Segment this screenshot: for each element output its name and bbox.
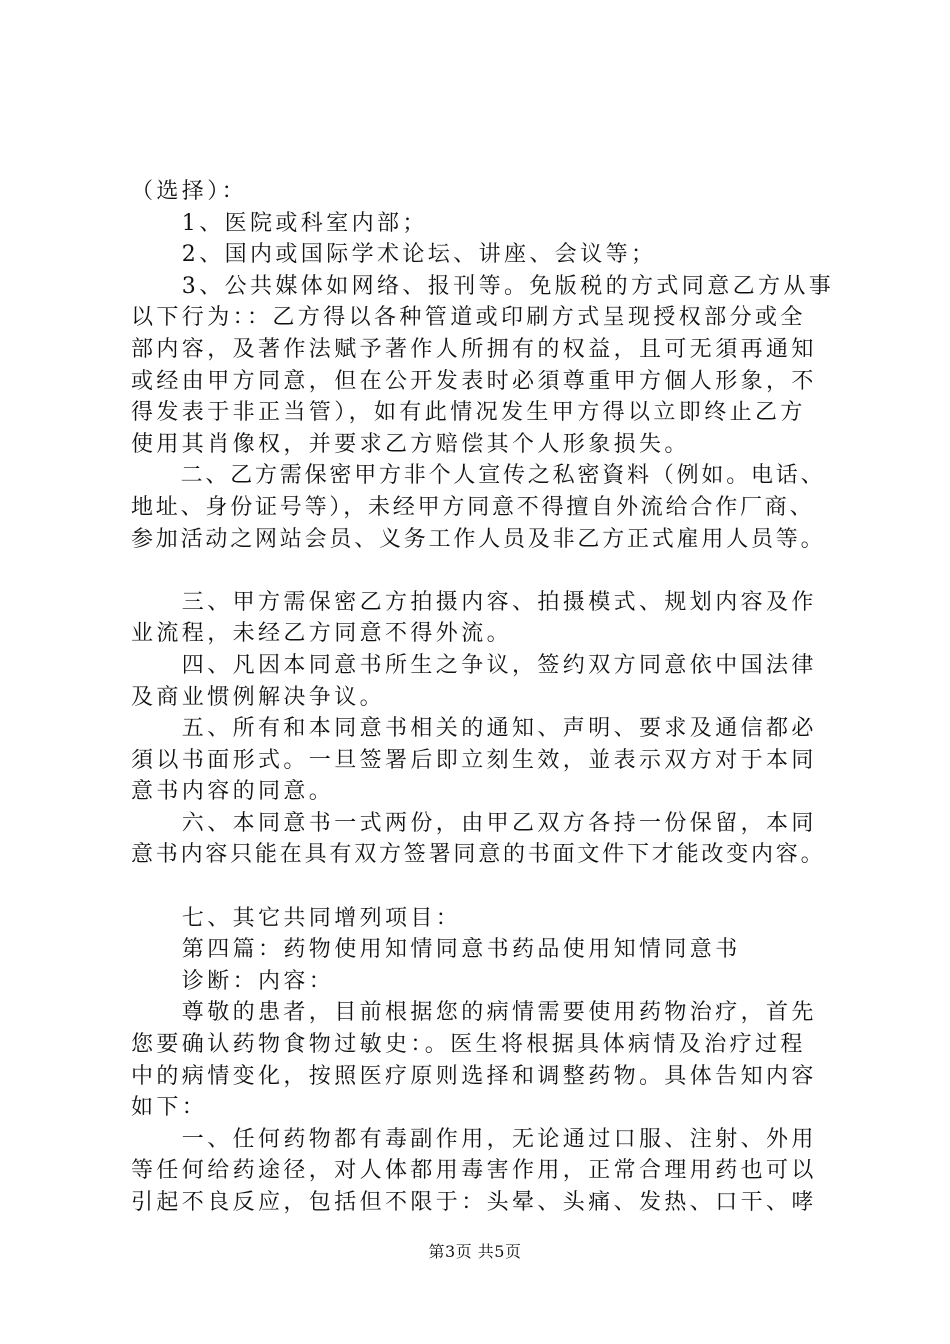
- text-line: 诊断：内容：: [131, 968, 335, 994]
- text-line: 七、其它共同增列项目：: [131, 905, 462, 931]
- text-line: 部内容，及著作法赋予著作人所拥有的权益，且可无須再通知: [131, 336, 817, 362]
- text-line: 及商业惯例解决争议。: [131, 684, 386, 710]
- text-line: （选择）：: [131, 179, 248, 204]
- text-line: 参加活动之网站会员、义务工作人员及非乙方正式雇用人员等。: [131, 526, 826, 552]
- text-line: 二、乙方需保密甲方非个人宣传之私密資料（例如。电话、: [131, 463, 826, 489]
- text-line: 如下：: [131, 1095, 208, 1121]
- text-line: 意书内容的同意。: [131, 779, 335, 805]
- text-line: 尊敬的患者，目前根据您的病情需要使用药物治疗，首先: [131, 1000, 817, 1026]
- document-body: [131, 176, 851, 1219]
- text-line: 四、凡因本同意书所生之争议，签约双方同意依中国法律: [131, 652, 817, 678]
- text-line: 意书内容只能在具有双方签署同意的书面文件下才能改变内容。: [131, 842, 826, 868]
- text-line: 以下行为：：乙方得以各种管道或印刷方式呈现授权部分或全: [131, 305, 806, 331]
- text-line: 等任何给药途径，对人体都用毒害作用，正常合理用药也可以: [131, 1158, 817, 1184]
- paragraph-gap: [131, 871, 851, 903]
- text-line: 第四篇：药物使用知情同意书药品使用知情同意书: [131, 937, 741, 963]
- text-line: 中的病情变化，按照医疗原则选择和调整药物。具体告知内容: [131, 1063, 817, 1089]
- text-line: 3、公共媒体如网络、报刊等。免版税的方式同意乙方从事: [131, 273, 835, 299]
- text-line: 一、任何药物都有毒副作用，无论通过口服、注射、外用: [131, 1126, 817, 1152]
- text-line: 或经由甲方同意，但在公开发表时必須尊重甲方個人形象，不: [131, 368, 817, 394]
- text-line: 三、甲方需保密乙方拍摄内容、拍摄模式、规划内容及作: [131, 589, 817, 615]
- text-line: 使用其肖像权，并要求乙方赔偿其个人形象损失。: [131, 431, 690, 457]
- text-line: 得发表于非正当管），如有此情况发生甲方得以立即终止乙方: [131, 400, 806, 426]
- text-line: 五、所有和本同意书相关的通知、声明、要求及通信都必: [131, 716, 817, 742]
- text-line: 地址、身份证号等），未经甲方同意不得擅自外流给合作厂商、: [131, 494, 815, 520]
- text-line: 引起不良反应，包括但不限于：头晕、头痛、发热、口干、哮: [131, 1190, 817, 1215]
- text-line: 您要确认药物食物过敏史：。医生将根据具体病情及治疗过程: [131, 1032, 806, 1058]
- text-line: 1、医院或科室内部；: [131, 210, 428, 236]
- page-number-footer: 第3页 共5页: [428, 1242, 522, 1261]
- text-line: 須以书面形式。一旦签署后即立刻生效，並表示双方对于本同: [131, 747, 817, 773]
- text-line: 业流程，未经乙方同意不得外流。: [131, 621, 513, 647]
- text-line: 六、本同意书一式两份，由甲乙双方各持一份保留，本同: [131, 810, 817, 836]
- text-line: 2、国内或国际学术论坛、讲座、会议等；: [131, 242, 657, 268]
- paragraph-gap: [131, 555, 851, 587]
